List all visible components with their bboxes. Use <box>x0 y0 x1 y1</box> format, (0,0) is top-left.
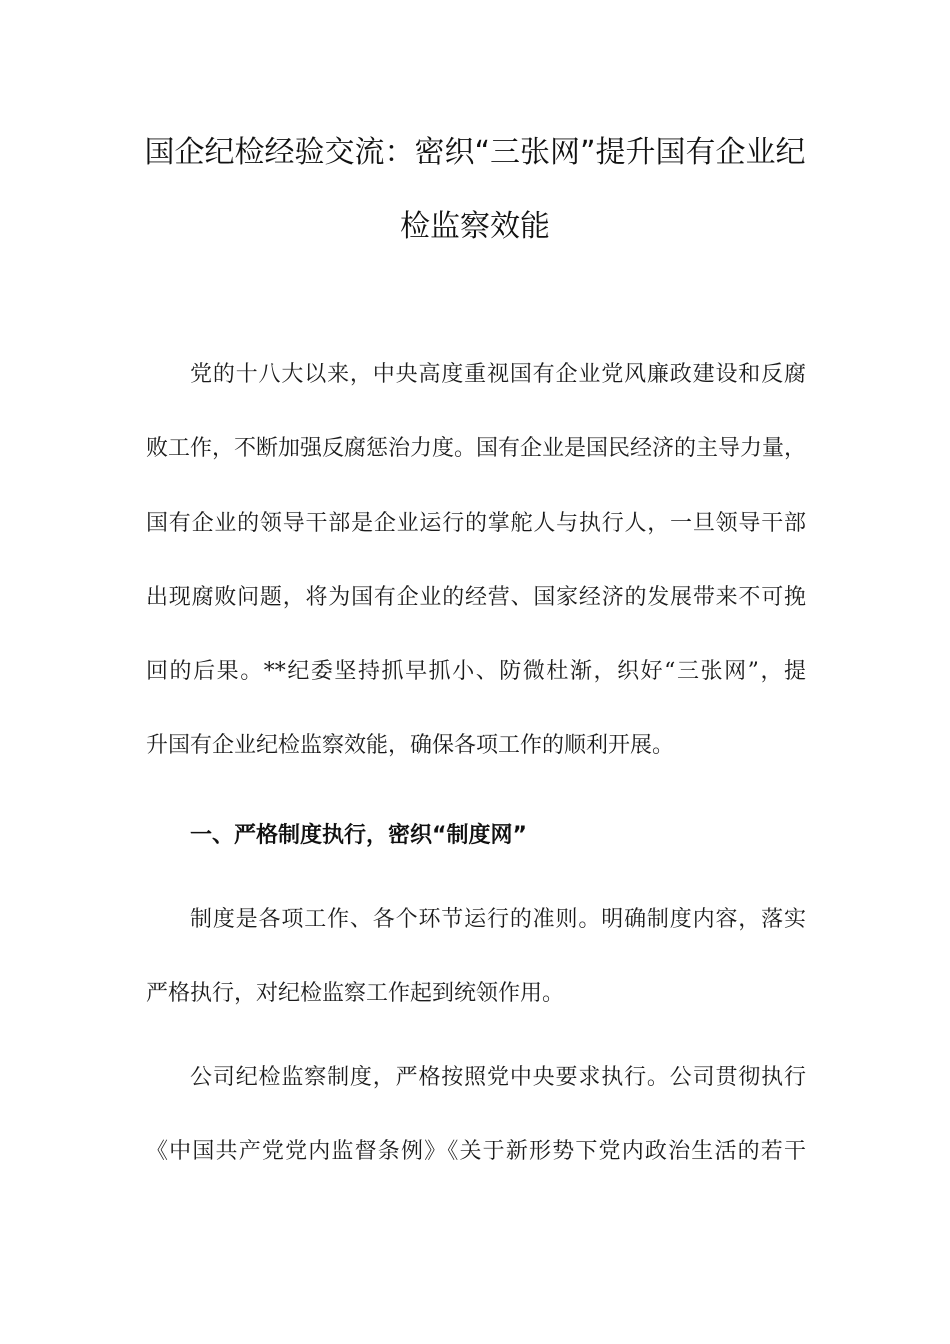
paragraph-1-line-4: 出现腐败问题，将为国有企业的经营、国家经济的发展带来不可挽 <box>146 585 806 610</box>
paragraph-3-line-2: 《中国共产党党内监督条例》《关于新形势下党内政治生活的若干 <box>146 1139 806 1164</box>
paragraph-3-line-1: 公司纪检监察制度，严格按照党中央要求执行。公司贯彻执行 <box>190 1065 806 1090</box>
paragraph-1-line-5: 回的后果。**纪委坚持抓早抓小、防微杜渐，织好“三张网”，提 <box>146 659 806 684</box>
section-1-heading: 一、严格制度执行，密织“制度网” <box>190 823 527 848</box>
paragraph-1-line-6: 升国有企业纪检监察效能，确保各项工作的顺利开展。 <box>146 733 675 758</box>
paragraph-1-line-3: 国有企业的领导干部是企业运行的掌舵人与执行人，一旦领导干部 <box>146 511 806 536</box>
document-title-line-2: 检监察效能 <box>400 209 550 244</box>
paragraph-1-line-2: 败工作，不断加强反腐惩治力度。国有企业是国民经济的主导力量， <box>146 436 807 461</box>
paragraph-1-line-1: 党的十八大以来，中央高度重视国有企业党风廉政建设和反腐 <box>190 362 806 387</box>
paragraph-2-line-2: 严格执行，对纪检监察工作起到统领作用。 <box>146 981 565 1006</box>
document-title-line-1: 国企纪检经验交流：密织“三张网”提升国有企业纪 <box>144 135 806 170</box>
paragraph-2-line-1: 制度是各项工作、各个环节运行的准则。明确制度内容，落实 <box>190 907 806 932</box>
